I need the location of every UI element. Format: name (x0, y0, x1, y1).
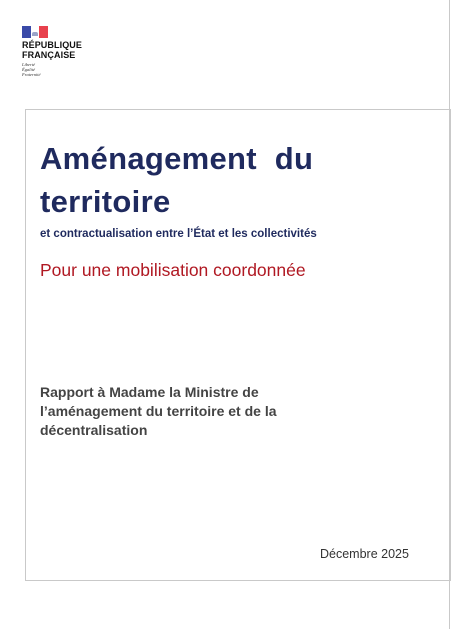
marianne-profile-mark (32, 32, 38, 36)
document-tagline: Pour une mobilisation coordonnée (40, 260, 306, 280)
motto-egalite: Égalité (22, 67, 35, 72)
title-line-1: Aménagement du (40, 141, 314, 176)
publication-date: Décembre 2025 (320, 547, 409, 561)
flag-red-band (39, 26, 48, 38)
marianne-flag-icon (22, 26, 48, 38)
republique-label: RÉPUBLIQUE (22, 40, 83, 50)
francaise-label: FRANÇAISE (22, 50, 76, 60)
report-line-2: l’aménagement du territoire et de la (40, 403, 277, 419)
page-edge-rule (449, 0, 450, 629)
motto-fraternite: Fraternité (22, 72, 41, 77)
report-addressee (40, 383, 370, 440)
report-line-1: Rapport à Madame la Ministre de (40, 384, 259, 400)
flag-blue-band (22, 26, 31, 38)
document-subtitle: et contractualisation entre l’État et les collectivités (40, 228, 317, 240)
title-line-2: territoire (40, 184, 171, 219)
report-line-3: décentralisation (40, 422, 148, 438)
document-title (40, 137, 420, 223)
republique-francaise-logo (22, 26, 102, 86)
motto-liberte: Liberté (22, 62, 35, 67)
